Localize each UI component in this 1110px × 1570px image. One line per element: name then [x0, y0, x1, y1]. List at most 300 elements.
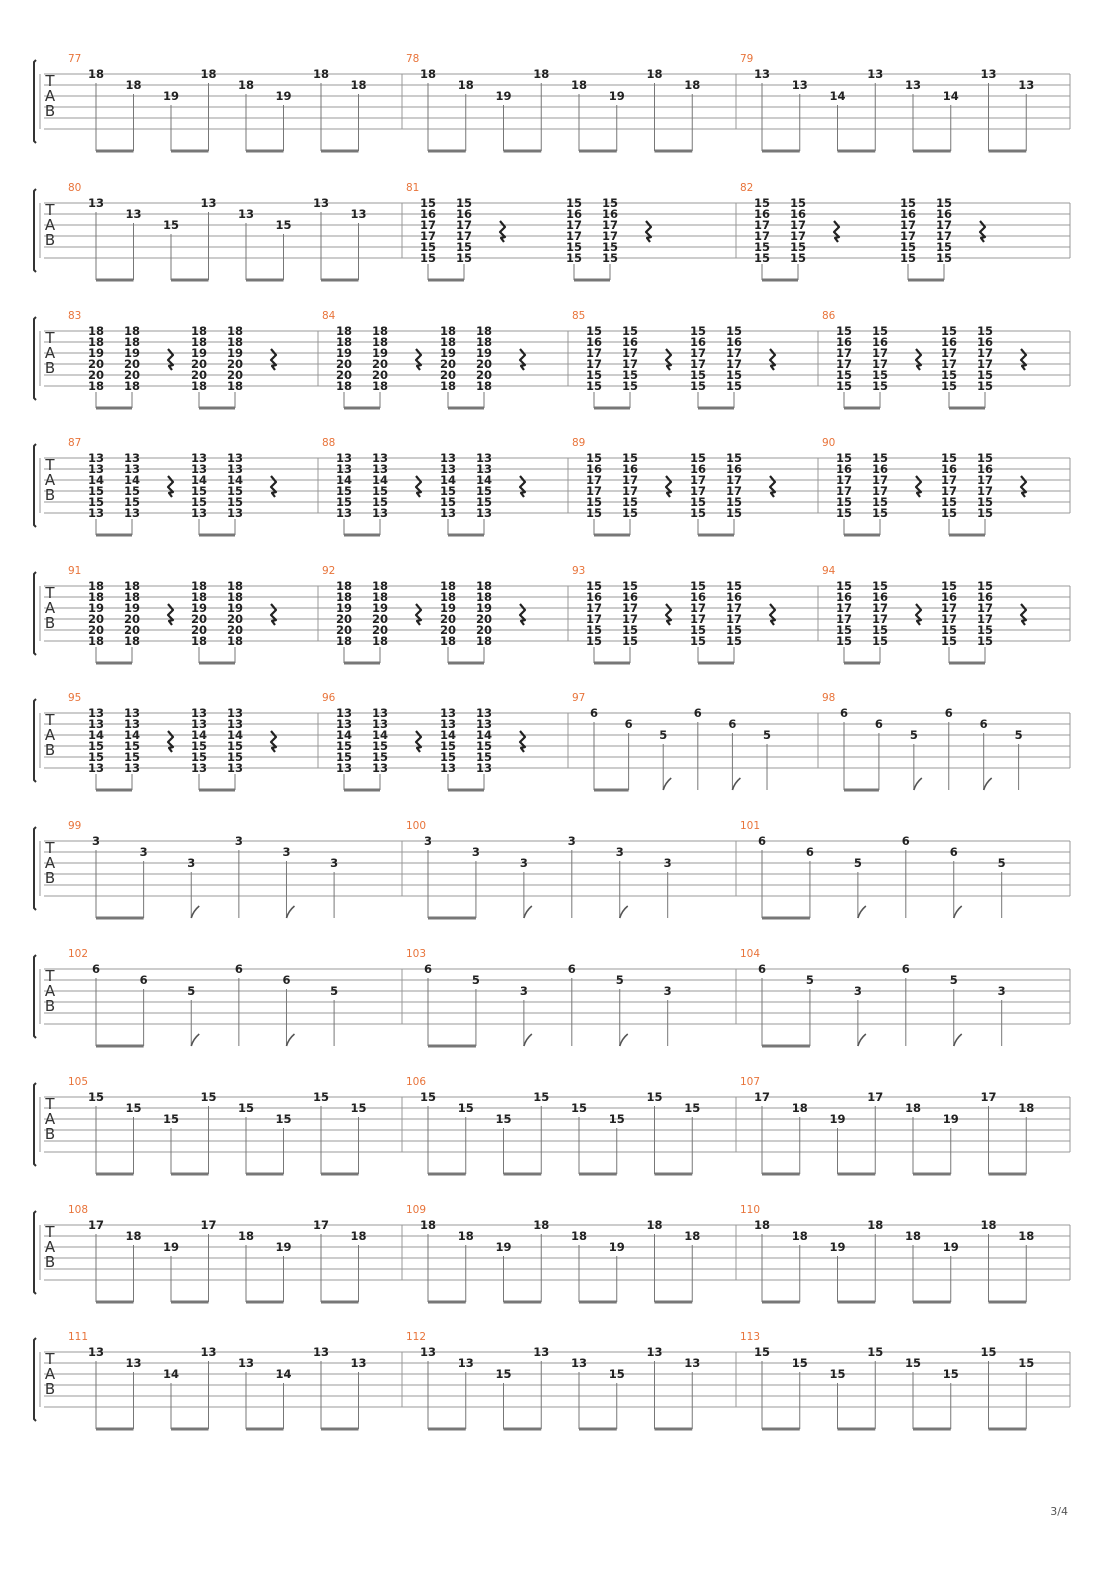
- fret-number: 16: [871, 590, 889, 604]
- fret-number: 15: [689, 324, 707, 338]
- fret-number: 15: [585, 379, 603, 393]
- fret-number: 13: [646, 1345, 663, 1359]
- fret-number: 16: [871, 335, 889, 349]
- fret-number: 13: [980, 67, 997, 81]
- fret-number: 13: [200, 196, 217, 210]
- fret-number: 15: [335, 495, 353, 509]
- tab-clef-letter: A: [44, 1365, 56, 1383]
- fret-number: 13: [371, 761, 389, 775]
- fret-number: 16: [601, 207, 619, 221]
- fret-number: 18: [791, 1101, 808, 1115]
- eighth-flag-icon: [524, 1034, 532, 1046]
- fret-number: 13: [475, 451, 493, 465]
- fret-number: 19: [942, 1112, 959, 1126]
- fret-number: 15: [190, 484, 208, 498]
- fret-number: 18: [87, 590, 105, 604]
- fret-number: 15: [312, 1090, 330, 1104]
- fret-number: 18: [87, 379, 105, 393]
- measure-number: 109: [406, 1204, 427, 1216]
- fret-number: 16: [976, 590, 994, 604]
- fret-number: 20: [475, 623, 493, 637]
- fret-number: 19: [608, 89, 625, 103]
- fret-number: 17: [976, 612, 994, 626]
- fret-number: 15: [275, 218, 292, 232]
- fret-number: 18: [791, 1229, 808, 1243]
- eighth-flag-icon: [954, 906, 962, 918]
- fret-number: 13: [87, 706, 105, 720]
- fret-number: 13: [123, 506, 141, 520]
- fret-number: 16: [725, 335, 743, 349]
- fret-number: 17: [789, 218, 807, 232]
- measure-number: 82: [740, 182, 754, 194]
- fret-number: 17: [976, 346, 994, 360]
- fret-number: 14: [335, 728, 353, 742]
- fret-number: 6: [624, 717, 633, 731]
- fret-number: 17: [976, 484, 994, 498]
- quarter-rest-icon: [416, 476, 421, 497]
- fret-number: 15: [684, 1101, 701, 1115]
- fret-number: 5: [853, 856, 862, 870]
- fret-number: 15: [200, 1090, 217, 1104]
- fret-number: 13: [867, 67, 884, 81]
- eighth-flag-icon: [732, 778, 740, 790]
- fret-number: 13: [226, 462, 244, 476]
- fret-number: 18: [371, 590, 389, 604]
- fret-number: 17: [976, 601, 994, 615]
- fret-number: 18: [200, 67, 217, 81]
- fret-number: 20: [226, 612, 244, 626]
- tab-clef-letter: B: [44, 614, 56, 632]
- measure-number: 108: [68, 1204, 89, 1216]
- fret-number: 3: [997, 984, 1006, 998]
- fret-number: 13: [475, 462, 493, 476]
- fret-number: 15: [725, 451, 743, 465]
- fret-number: 15: [689, 379, 707, 393]
- fret-number: 14: [475, 728, 493, 742]
- fret-number: 15: [646, 1090, 663, 1104]
- fret-number: 17: [725, 601, 743, 615]
- fret-number: 18: [226, 335, 244, 349]
- measure-number: 97: [572, 692, 586, 704]
- fret-number: 17: [689, 473, 707, 487]
- fret-number: 15: [753, 1345, 771, 1359]
- fret-number: 16: [621, 335, 639, 349]
- fret-number: 15: [621, 506, 639, 520]
- measure-number: 113: [740, 1331, 761, 1343]
- fret-number: 15: [190, 495, 208, 509]
- fret-number: 17: [940, 612, 958, 626]
- fret-number: 16: [725, 462, 743, 476]
- fret-number: 15: [87, 750, 105, 764]
- fret-number: 14: [123, 728, 141, 742]
- fret-number: 18: [312, 67, 330, 81]
- tab-clef-letter: A: [44, 216, 56, 234]
- fret-number: 17: [455, 229, 473, 243]
- system-bracket: [34, 955, 36, 1038]
- fret-number: 14: [162, 1367, 180, 1381]
- eighth-flag-icon: [984, 778, 992, 790]
- page-number: 3/4: [1050, 1505, 1068, 1518]
- fret-number: 18: [371, 324, 389, 338]
- fret-number: 15: [871, 579, 889, 593]
- fret-number: 20: [123, 623, 141, 637]
- tab-clef-letter: T: [45, 1350, 55, 1368]
- fret-number: 18: [684, 78, 701, 92]
- fret-number: 15: [565, 251, 583, 265]
- fret-number: 15: [601, 196, 619, 210]
- fret-number: 18: [419, 1218, 437, 1232]
- fret-number: 13: [87, 717, 105, 731]
- fret-number: 15: [725, 634, 743, 648]
- fret-number: 18: [226, 379, 244, 393]
- fret-number: 18: [123, 634, 141, 648]
- measure-number: 98: [822, 692, 836, 704]
- quarter-rest-icon: [666, 349, 671, 370]
- fret-number: 16: [976, 462, 994, 476]
- fret-number: 17: [835, 484, 853, 498]
- fret-number: 16: [585, 462, 603, 476]
- fret-number: 13: [87, 506, 105, 520]
- fret-number: 18: [684, 1229, 701, 1243]
- fret-number: 17: [585, 346, 603, 360]
- fret-number: 20: [87, 623, 105, 637]
- fret-number: 15: [753, 251, 771, 265]
- fret-number: 17: [621, 473, 639, 487]
- fret-number: 18: [123, 590, 141, 604]
- fret-number: 20: [439, 368, 457, 382]
- fret-number: 18: [335, 379, 353, 393]
- fret-number: 19: [495, 1240, 512, 1254]
- fret-number: 13: [123, 761, 141, 775]
- fret-number: 6: [282, 973, 291, 987]
- fret-number: 15: [601, 251, 619, 265]
- tab-clef-letter: A: [44, 599, 56, 617]
- fret-number: 13: [335, 462, 353, 476]
- fret-number: 16: [940, 590, 958, 604]
- fret-number: 16: [835, 335, 853, 349]
- fret-number: 13: [226, 706, 244, 720]
- quarter-rest-icon: [271, 476, 276, 497]
- fret-number: 13: [791, 78, 808, 92]
- fret-number: 17: [899, 218, 917, 232]
- measure-number: 78: [406, 53, 420, 65]
- tab-clef-letter: B: [44, 1125, 56, 1143]
- fret-number: 6: [979, 717, 988, 731]
- system-bracket: [34, 1338, 36, 1421]
- fret-number: 17: [835, 346, 853, 360]
- tab-clef-letter: T: [45, 711, 55, 729]
- fret-number: 15: [871, 495, 889, 509]
- fret-number: 18: [237, 1229, 255, 1243]
- fret-number: 18: [371, 579, 389, 593]
- measure-number: 106: [406, 1076, 427, 1088]
- fret-number: 15: [1018, 1356, 1035, 1370]
- quarter-rest-icon: [980, 221, 985, 242]
- tab-clef-letter: B: [44, 486, 56, 504]
- fret-number: 17: [419, 218, 437, 232]
- fret-number: 17: [621, 357, 639, 371]
- fret-number: 18: [570, 78, 588, 92]
- fret-number: 6: [234, 962, 243, 976]
- measure-number: 92: [322, 565, 336, 577]
- fret-number: 19: [439, 346, 457, 360]
- fret-number: 15: [867, 1345, 884, 1359]
- fret-number: 20: [335, 623, 353, 637]
- fret-number: 18: [335, 590, 353, 604]
- fret-number: 18: [904, 1101, 922, 1115]
- quarter-rest-icon: [168, 731, 173, 752]
- fret-number: 3: [234, 834, 243, 848]
- fret-number: 3: [330, 856, 339, 870]
- fret-number: 16: [789, 207, 807, 221]
- measure-number: 103: [406, 948, 427, 960]
- fret-number: 15: [87, 739, 105, 753]
- fret-number: 17: [976, 357, 994, 371]
- fret-number: 15: [689, 634, 707, 648]
- fret-number: 17: [835, 601, 853, 615]
- fret-number: 15: [789, 196, 807, 210]
- fret-number: 18: [1018, 1229, 1035, 1243]
- fret-number: 15: [87, 484, 105, 498]
- fret-number: 13: [87, 761, 105, 775]
- fret-number: 13: [475, 761, 493, 775]
- quarter-rest-icon: [770, 604, 775, 625]
- eighth-flag-icon: [286, 1034, 294, 1046]
- fret-number: 15: [835, 495, 853, 509]
- measure-number: 95: [68, 692, 82, 704]
- fret-number: 15: [162, 218, 180, 232]
- fret-number: 18: [87, 324, 105, 338]
- fret-number: 17: [871, 612, 889, 626]
- fret-number: 15: [976, 623, 994, 637]
- fret-number: 17: [621, 346, 639, 360]
- fret-number: 3: [282, 845, 291, 859]
- fret-number: 17: [689, 484, 707, 498]
- fret-number: 5: [909, 728, 918, 742]
- fret-number: 15: [689, 506, 707, 520]
- fret-number: 15: [123, 495, 141, 509]
- fret-number: 18: [439, 579, 457, 593]
- fret-number: 3: [187, 856, 196, 870]
- fret-number: 18: [753, 1218, 771, 1232]
- quarter-rest-icon: [416, 349, 421, 370]
- quarter-rest-icon: [666, 604, 671, 625]
- fret-number: 18: [533, 67, 550, 81]
- measure-number: 83: [68, 310, 82, 322]
- fret-number: 13: [237, 207, 255, 221]
- measure-number: 102: [68, 948, 89, 960]
- fret-number: 18: [570, 1229, 588, 1243]
- fret-number: 15: [335, 484, 353, 498]
- fret-number: 15: [475, 495, 493, 509]
- fret-number: 6: [567, 962, 576, 976]
- fret-number: 19: [475, 601, 493, 615]
- fret-number: 18: [350, 1229, 367, 1243]
- fret-number: 17: [725, 357, 743, 371]
- tab-clef-letter: B: [44, 1380, 56, 1398]
- fret-number: 16: [753, 207, 771, 221]
- fret-number: 14: [123, 473, 141, 487]
- fret-number: 20: [371, 368, 389, 382]
- measure-number: 86: [822, 310, 836, 322]
- fret-number: 16: [565, 207, 583, 221]
- fret-number: 15: [753, 240, 771, 254]
- fret-number: 17: [585, 357, 603, 371]
- fret-number: 3: [615, 845, 624, 859]
- fret-number: 19: [275, 1240, 292, 1254]
- fret-number: 19: [371, 346, 389, 360]
- fret-number: 15: [980, 1345, 997, 1359]
- measure-number: 90: [822, 437, 836, 449]
- tab-clef-letter: T: [45, 201, 55, 219]
- fret-number: 20: [226, 368, 244, 382]
- fret-number: 15: [940, 495, 958, 509]
- system-bracket: [34, 60, 36, 143]
- fret-number: 15: [226, 750, 244, 764]
- fret-number: 15: [457, 1101, 474, 1115]
- fret-number: 13: [200, 1345, 217, 1359]
- fret-number: 17: [312, 1218, 330, 1232]
- fret-number: 17: [789, 229, 807, 243]
- fret-number: 17: [585, 484, 603, 498]
- fret-number: 15: [123, 484, 141, 498]
- fret-number: 15: [439, 750, 457, 764]
- measure-number: 101: [740, 820, 761, 832]
- fret-number: 15: [940, 379, 958, 393]
- fret-number: 13: [335, 506, 353, 520]
- fret-number: 17: [585, 601, 603, 615]
- fret-number: 15: [237, 1101, 255, 1115]
- fret-number: 15: [940, 368, 958, 382]
- quarter-rest-icon: [416, 604, 421, 625]
- fret-number: 13: [904, 78, 922, 92]
- fret-number: 20: [371, 612, 389, 626]
- fret-number: 15: [226, 484, 244, 498]
- fret-number: 17: [940, 346, 958, 360]
- fret-number: 18: [371, 379, 389, 393]
- tab-clef-letter: T: [45, 456, 55, 474]
- fret-number: 15: [570, 1101, 588, 1115]
- fret-number: 15: [835, 324, 853, 338]
- fret-number: 16: [689, 590, 707, 604]
- fret-number: 19: [162, 89, 180, 103]
- fret-number: 5: [763, 728, 772, 742]
- fret-number: 15: [455, 251, 473, 265]
- fret-number: 19: [87, 601, 105, 615]
- measure-number: 112: [406, 1331, 427, 1343]
- fret-number: 20: [123, 368, 141, 382]
- quarter-rest-icon: [271, 349, 276, 370]
- fret-number: 15: [585, 579, 603, 593]
- eighth-flag-icon: [663, 778, 671, 790]
- fret-number: 18: [371, 335, 389, 349]
- fret-number: 13: [226, 761, 244, 775]
- fret-number: 15: [621, 623, 639, 637]
- eighth-flag-icon: [858, 1034, 866, 1046]
- fret-number: 18: [335, 579, 353, 593]
- fret-number: 15: [689, 623, 707, 637]
- measure-number: 89: [572, 437, 586, 449]
- fret-number: 17: [871, 484, 889, 498]
- fret-number: 19: [942, 1240, 959, 1254]
- fret-number: 17: [725, 612, 743, 626]
- fret-number: 17: [601, 218, 619, 232]
- tab-clef-letter: T: [45, 1223, 55, 1241]
- fret-number: 15: [689, 579, 707, 593]
- fret-number: 15: [871, 324, 889, 338]
- fret-number: 15: [455, 240, 473, 254]
- fret-number: 15: [835, 623, 853, 637]
- fret-number: 15: [789, 251, 807, 265]
- fret-number: 20: [439, 357, 457, 371]
- fret-number: 15: [871, 623, 889, 637]
- fret-number: 5: [997, 856, 1006, 870]
- fret-number: 15: [123, 739, 141, 753]
- fret-number: 15: [621, 579, 639, 593]
- fret-number: 15: [601, 240, 619, 254]
- fret-number: 20: [335, 612, 353, 626]
- fret-number: 13: [419, 1345, 437, 1359]
- fret-number: 14: [942, 89, 959, 103]
- fret-number: 16: [689, 335, 707, 349]
- fret-number: 20: [190, 368, 208, 382]
- eighth-flag-icon: [524, 906, 532, 918]
- tab-clef-letter: A: [44, 1110, 56, 1128]
- tab-clef-letter: A: [44, 344, 56, 362]
- fret-number: 15: [621, 379, 639, 393]
- fret-number: 15: [725, 623, 743, 637]
- system-bracket: [34, 1211, 36, 1294]
- fret-number: 14: [87, 728, 105, 742]
- fret-number: 15: [608, 1367, 625, 1381]
- fret-number: 18: [439, 335, 457, 349]
- fret-number: 17: [689, 601, 707, 615]
- fret-number: 18: [457, 78, 474, 92]
- fret-number: 15: [585, 495, 603, 509]
- fret-number: 17: [871, 346, 889, 360]
- measure-number: 99: [68, 820, 82, 832]
- fret-number: 14: [87, 473, 105, 487]
- measure-number: 105: [68, 1076, 89, 1088]
- fret-number: 18: [335, 335, 353, 349]
- fret-number: 13: [190, 706, 208, 720]
- fret-number: 15: [835, 368, 853, 382]
- fret-number: 13: [123, 462, 141, 476]
- fret-number: 17: [689, 357, 707, 371]
- fret-number: 5: [659, 728, 668, 742]
- fret-number: 15: [871, 379, 889, 393]
- fret-number: 17: [725, 484, 743, 498]
- tab-clef-letter: B: [44, 1253, 56, 1271]
- fret-number: 17: [565, 229, 583, 243]
- fret-number: 13: [475, 717, 493, 731]
- fret-number: 15: [976, 368, 994, 382]
- system-bracket: [34, 699, 36, 782]
- fret-number: 13: [190, 761, 208, 775]
- fret-number: 20: [123, 612, 141, 626]
- fret-number: 15: [940, 451, 958, 465]
- quarter-rest-icon: [520, 604, 525, 625]
- fret-number: 14: [371, 728, 389, 742]
- fret-number: 13: [439, 706, 457, 720]
- eighth-flag-icon: [286, 906, 294, 918]
- fret-number: 18: [475, 335, 493, 349]
- fret-number: 18: [123, 579, 141, 593]
- fret-number: 18: [439, 634, 457, 648]
- fret-number: 16: [871, 462, 889, 476]
- fret-number: 13: [87, 1345, 105, 1359]
- fret-number: 5: [805, 973, 814, 987]
